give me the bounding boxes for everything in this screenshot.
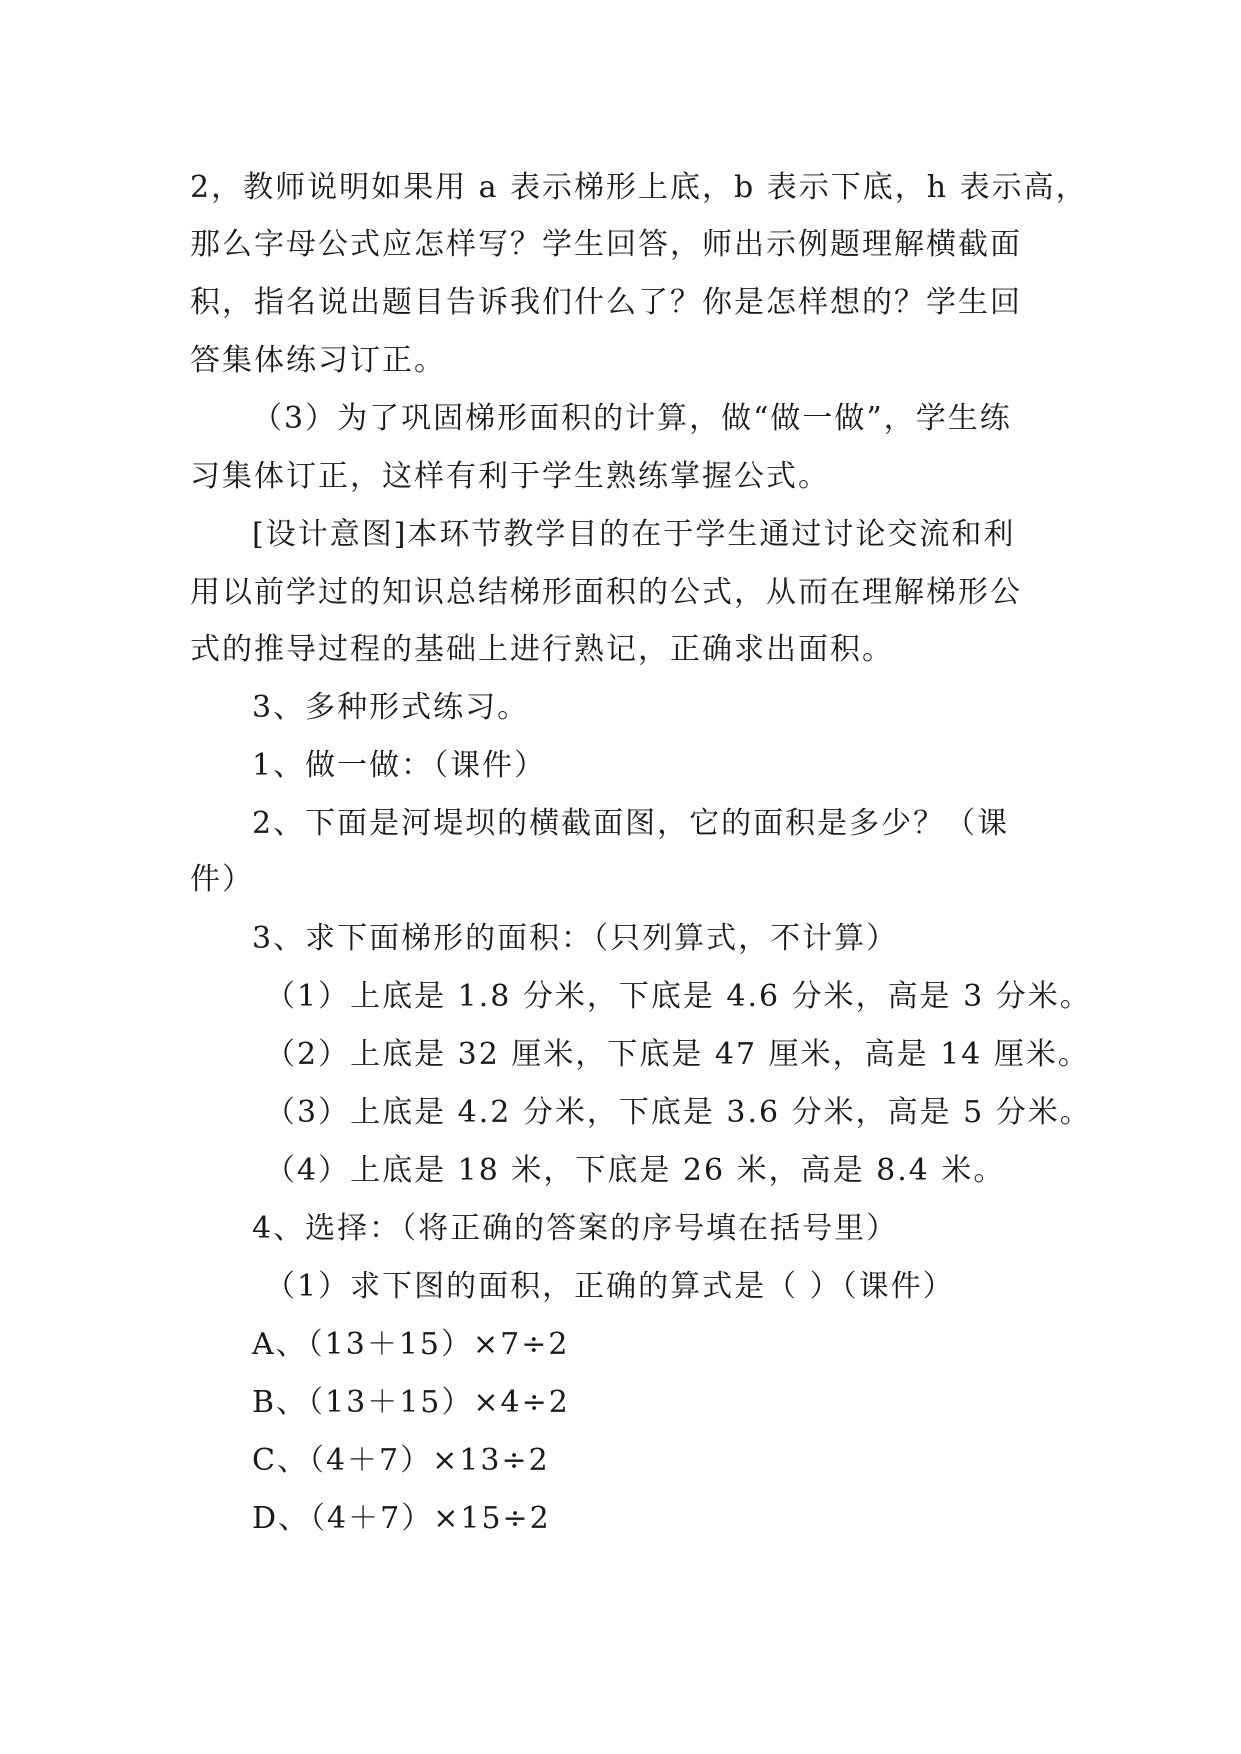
text-line: 那么字母公式应怎样写？学生回答，师出示例题理解横截面 <box>190 227 1022 262</box>
text-line: B、（13＋15）×4÷2 <box>252 1385 570 1420</box>
text-line: 2、下面是河堤坝的横截面图，它的面积是多少？（课 <box>252 806 1010 841</box>
text-line: 件） <box>190 862 254 897</box>
text-line: 3、多种形式练习。 <box>252 690 530 725</box>
text-line: 积，指名说出题目告诉我们什么了？你是怎样想的？学生回 <box>190 285 1022 320</box>
text-line: 4、选择：（将正确的答案的序号填在括号里） <box>252 1211 899 1246</box>
text-line: 答集体练习订正。 <box>190 343 446 378</box>
text-line: [设计意图]本环节教学目的在于学生通过讨论交流和利 <box>252 517 1016 552</box>
text-line: 3、求下面梯形的面积：（只列算式，不计算） <box>252 921 899 956</box>
text-line: 式的推导过程的基础上进行熟记，正确求出面积。 <box>190 632 894 667</box>
text-line: 用以前学过的知识总结梯形面积的公式，从而在理解梯形公 <box>190 575 1022 610</box>
text-line: C、（4＋7）×13÷2 <box>252 1443 550 1478</box>
text-line: D、（4＋7）×15÷2 <box>252 1501 551 1536</box>
text-line: 习集体订正，这样有利于学生熟练掌握公式。 <box>190 459 830 494</box>
text-line: （1）上底是 1.8 分米，下底是 4.6 分米，高是 3 分米。 <box>265 979 1092 1014</box>
text-line: （3）上底是 4.2 分米，下底是 3.6 分米，高是 5 分米。 <box>265 1095 1092 1130</box>
text-line: 1、做一做：（课件） <box>252 748 547 783</box>
text-line: （3）为了巩固梯形面积的计算，做“做一做”，学生练 <box>252 401 1012 436</box>
text-line: （4）上底是 18 米，下底是 26 米，高是 8.4 米。 <box>265 1153 1006 1188</box>
text-line: （1）求下图的面积，正确的算式是（ ）（课件） <box>265 1269 955 1304</box>
text-line: A、（13＋15）×7÷2 <box>252 1327 570 1362</box>
text-line: （2）上底是 32 厘米，下底是 47 厘米，高是 14 厘米。 <box>265 1037 1090 1072</box>
text-line: 2，教师说明如果用 a 表示梯形上底，b 表示下底，h 表示高， <box>190 170 1088 205</box>
